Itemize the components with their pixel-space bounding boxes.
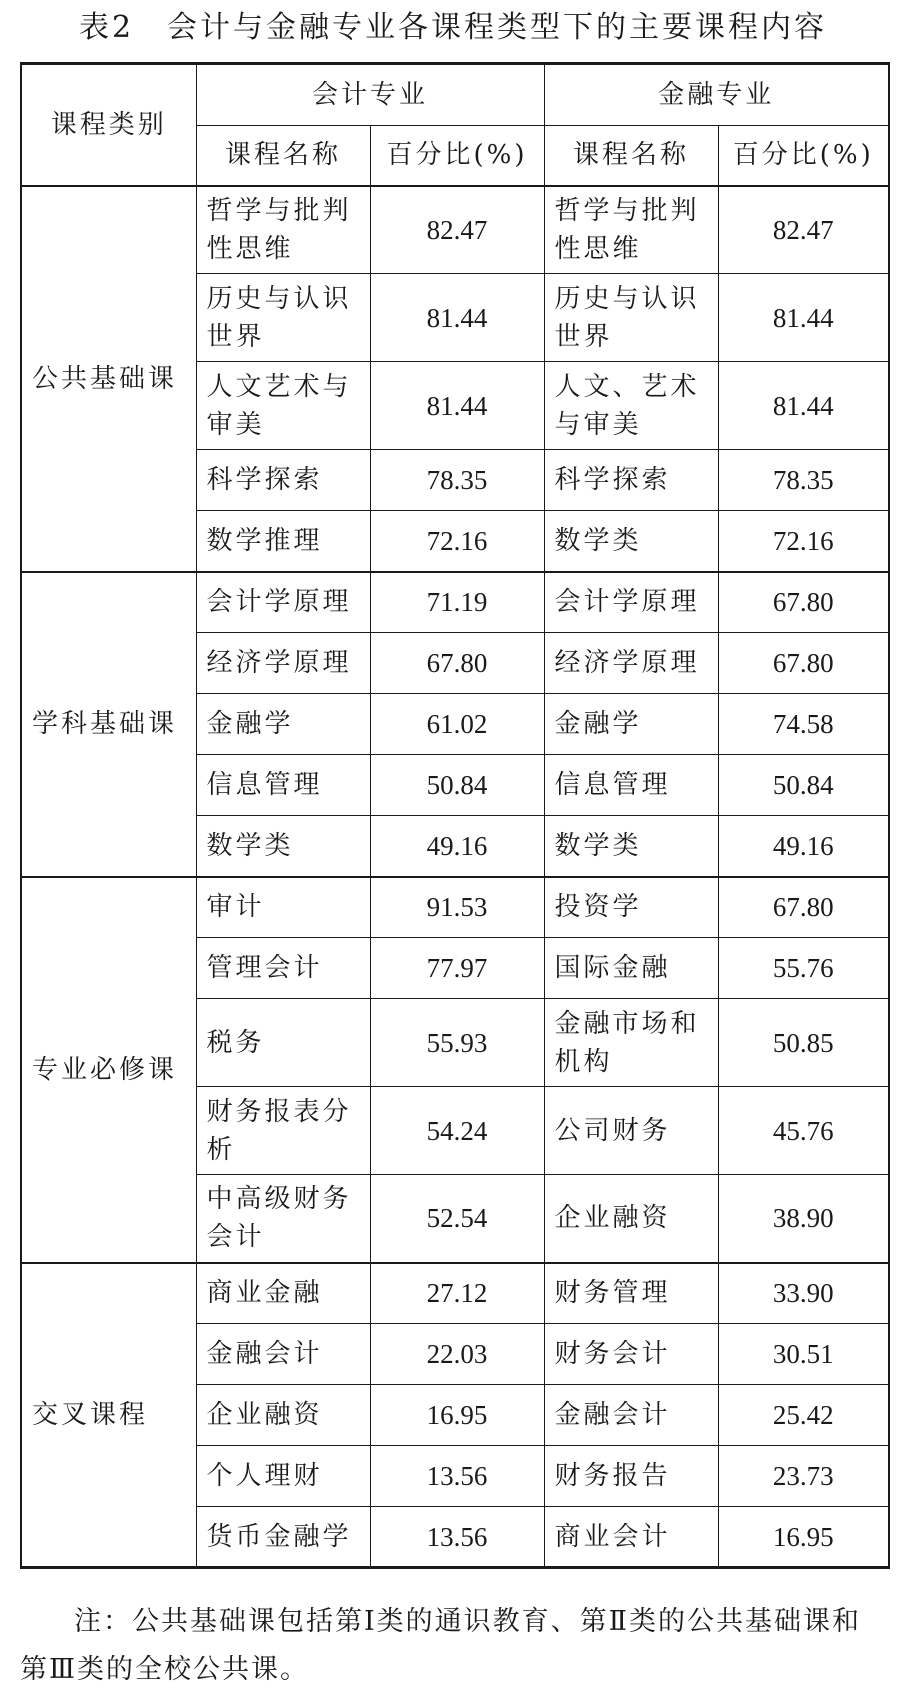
fin-course-name: 哲学与批判性思维 [544,186,718,274]
fin-course-name: 投资学 [544,877,718,938]
acc-percentage: 55.93 [370,999,544,1087]
acc-course-name: 审计 [196,877,370,938]
table-row [21,1263,889,1324]
acc-percentage: 27.12 [370,1263,544,1324]
acc-percentage: 81.44 [370,274,544,362]
acc-course-name: 金融学 [196,694,370,755]
acc-course-name: 历史与认识世界 [196,274,370,362]
fin-course-name: 数学类 [544,816,718,877]
header-acc-percentage: 百分比(%) [370,126,544,186]
header-category: 课程类别 [21,64,196,186]
fin-percentage: 23.73 [718,1446,889,1507]
fin-course-name: 经济学原理 [544,633,718,694]
acc-course-name: 会计学原理 [196,572,370,633]
acc-percentage: 81.44 [370,362,544,450]
acc-course-name: 数学推理 [196,511,370,572]
category-cell: 交叉课程 [21,1263,196,1568]
fin-percentage: 45.76 [718,1087,889,1175]
fin-percentage: 38.90 [718,1175,889,1263]
fin-percentage: 49.16 [718,816,889,877]
fin-course-name: 金融学 [544,694,718,755]
table-footnote: 注：公共基础课包括第Ⅰ类的通识教育、第Ⅱ类的公共基础课和第Ⅲ类的全校公共课。 [20,1606,862,1685]
header-fin-course-name: 课程名称 [544,126,718,186]
fin-course-name: 企业融资 [544,1175,718,1263]
fin-course-name: 科学探索 [544,450,718,511]
fin-course-name: 金融会计 [544,1385,718,1446]
fin-course-name: 公司财务 [544,1087,718,1175]
fin-course-name: 商业会计 [544,1507,718,1568]
fin-course-name: 数学类 [544,511,718,572]
header-acc-course-name: 课程名称 [196,126,370,186]
acc-percentage: 49.16 [370,816,544,877]
header-finance: 金融专业 [544,64,889,126]
fin-percentage: 72.16 [718,511,889,572]
acc-course-name: 管理会计 [196,938,370,999]
table-row [21,877,889,938]
acc-percentage: 71.19 [370,572,544,633]
fin-course-name: 信息管理 [544,755,718,816]
acc-course-name: 哲学与批判性思维 [196,186,370,274]
fin-percentage: 30.51 [718,1324,889,1385]
fin-percentage: 33.90 [718,1263,889,1324]
acc-percentage: 61.02 [370,694,544,755]
acc-percentage: 54.24 [370,1087,544,1175]
acc-percentage: 91.53 [370,877,544,938]
fin-percentage: 74.58 [718,694,889,755]
acc-course-name: 人文艺术与审美 [196,362,370,450]
acc-course-name: 金融会计 [196,1324,370,1385]
fin-percentage: 25.42 [718,1385,889,1446]
acc-percentage: 50.84 [370,755,544,816]
acc-course-name: 货币金融学 [196,1507,370,1568]
table-title: 表2 会计与金融专业各课程类型下的主要课程内容 [78,10,828,45]
category-cell: 专业必修课 [21,877,196,1263]
acc-course-name: 科学探索 [196,450,370,511]
table-body [21,186,889,1568]
acc-course-name: 数学类 [196,816,370,877]
acc-course-name: 信息管理 [196,755,370,816]
acc-course-name: 经济学原理 [196,633,370,694]
header-fin-percentage: 百分比(%) [718,126,889,186]
table-row [21,572,889,633]
fin-course-name: 财务管理 [544,1263,718,1324]
acc-percentage: 22.03 [370,1324,544,1385]
course-table-container [20,62,888,1569]
category-cell: 学科基础课 [21,572,196,877]
fin-percentage: 81.44 [718,362,889,450]
acc-percentage: 16.95 [370,1385,544,1446]
fin-course-name: 金融市场和机构 [544,999,718,1087]
acc-course-name: 个人理财 [196,1446,370,1507]
fin-percentage: 81.44 [718,274,889,362]
fin-course-name: 历史与认识世界 [544,274,718,362]
acc-course-name: 中高级财务会计 [196,1175,370,1263]
acc-percentage: 13.56 [370,1507,544,1568]
fin-percentage: 67.80 [718,877,889,938]
fin-percentage: 50.84 [718,755,889,816]
acc-percentage: 82.47 [370,186,544,274]
fin-course-name: 国际金融 [544,938,718,999]
fin-course-name: 会计学原理 [544,572,718,633]
fin-percentage: 16.95 [718,1507,889,1568]
acc-course-name: 税务 [196,999,370,1087]
acc-percentage: 52.54 [370,1175,544,1263]
fin-course-name: 财务报告 [544,1446,718,1507]
acc-percentage: 13.56 [370,1446,544,1507]
acc-percentage: 67.80 [370,633,544,694]
fin-percentage: 50.85 [718,999,889,1087]
fin-percentage: 67.80 [718,572,889,633]
fin-course-name: 财务会计 [544,1324,718,1385]
acc-percentage: 72.16 [370,511,544,572]
header-accounting: 会计专业 [196,64,544,126]
table-row [21,186,889,274]
acc-course-name: 财务报表分析 [196,1087,370,1175]
header-row-1 [21,64,889,126]
acc-course-name: 商业金融 [196,1263,370,1324]
course-table [20,62,890,1569]
fin-percentage: 78.35 [718,450,889,511]
acc-percentage: 78.35 [370,450,544,511]
fin-percentage: 67.80 [718,633,889,694]
acc-course-name: 企业融资 [196,1385,370,1446]
fin-percentage: 82.47 [718,186,889,274]
fin-course-name: 人文、艺术与审美 [544,362,718,450]
category-cell: 公共基础课 [21,186,196,572]
fin-percentage: 55.76 [718,938,889,999]
acc-percentage: 77.97 [370,938,544,999]
